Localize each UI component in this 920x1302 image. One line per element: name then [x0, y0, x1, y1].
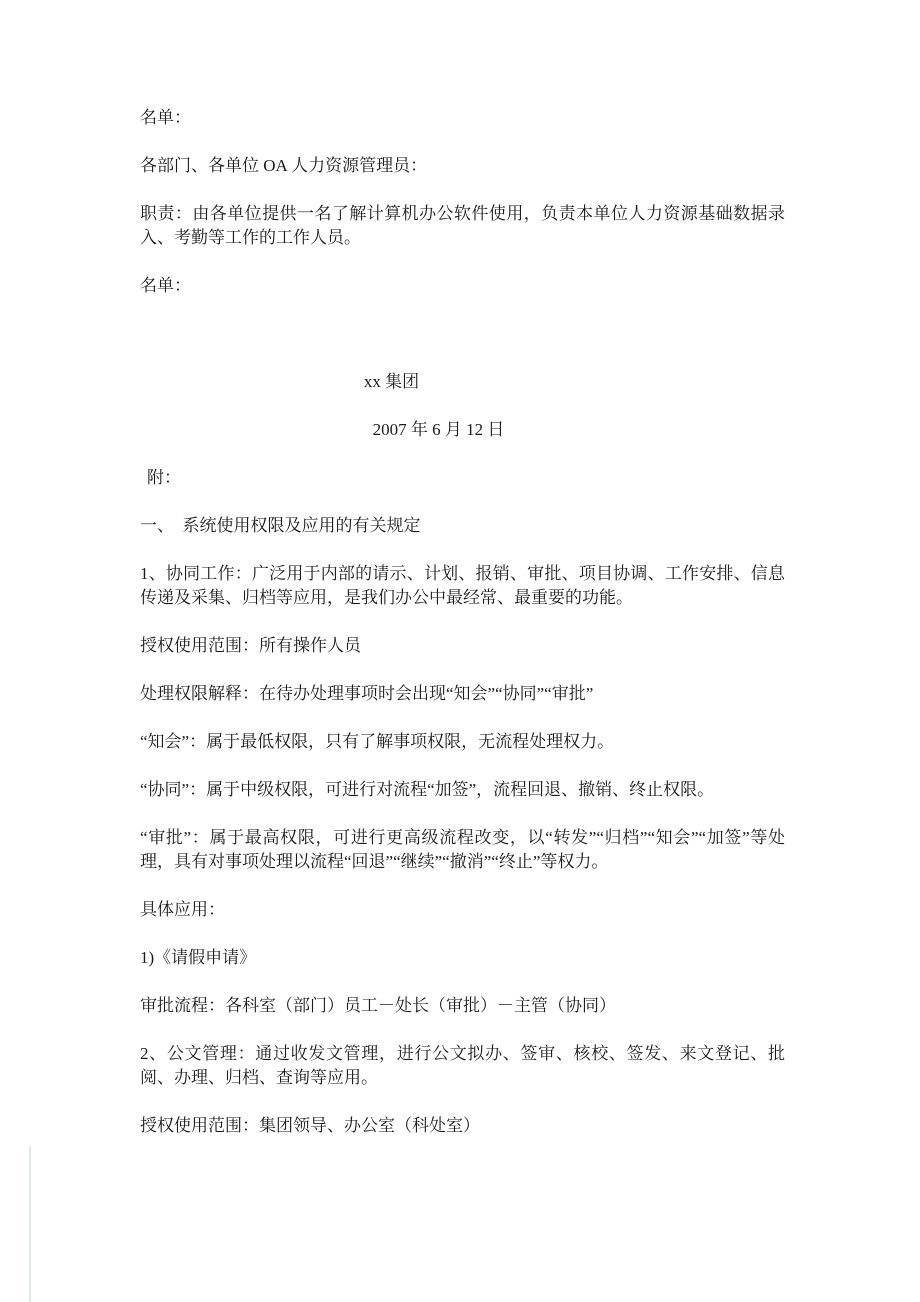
paragraph: 授权使用范围：集团领导、办公室（科处室）: [140, 1116, 480, 1135]
paragraph: 1)《请假申请》: [140, 948, 257, 967]
blank-line: [140, 322, 785, 346]
left-margin-guide-line: [29, 1146, 31, 1302]
paragraph: 各部门、各单位 OA 人力资源管理员：: [140, 156, 428, 175]
paragraph: 名单：: [140, 276, 191, 295]
paragraph: 2007 年 6 月 12 日: [372, 420, 505, 439]
paragraph: xx 集团: [363, 372, 420, 391]
paragraph: 审批流程：各科室（部门）员工－处长（审批）－主管（协同）: [140, 996, 616, 1015]
paragraph: 2、公文管理：通过收发文管理，进行公文拟办、签审、核校、签发、来文登记、批阅、办理、归档、查询等应用。: [140, 1044, 785, 1087]
paragraph: 授权使用范围：所有操作人员: [140, 636, 361, 655]
paragraph: 1、协同工作：广泛用于内部的请示、计划、报销、审批、项目协调、工作安排、信息传递及采集、归档等应用，是我们办公中最经常、最重要的功能。: [140, 564, 785, 607]
paragraph: 名单：: [140, 108, 191, 127]
paragraph: 具体应用：: [140, 900, 225, 919]
paragraph: 一、 系统使用权限及应用的有关规定: [140, 516, 421, 535]
paragraph: 职责：由各单位提供一名了解计算机办公软件使用，负责本单位人力资源基础数据录入、考勤等工作的工作人员。: [140, 204, 785, 247]
document-body: [140, 106, 785, 1162]
paragraph: “协同”：属于中级权限，可进行对流程“加签”，流程回退、撤销、终止权限。: [140, 780, 715, 799]
paragraph: 附：: [147, 468, 181, 487]
paragraph: 处理权限解释：在待办处理事项时会出现“知会”“协同”“审批”: [140, 684, 594, 703]
paragraph: “审批”：属于最高权限，可进行更高级流程改变，以“转发”“归档”“知会”“加签”等处理，具有对事项处理以流程“回退”“继续”“撤消”“终止”等权力。: [140, 828, 785, 871]
paragraph: “知会”：属于最低权限，只有了解事项权限，无流程处理权力。: [140, 732, 615, 751]
